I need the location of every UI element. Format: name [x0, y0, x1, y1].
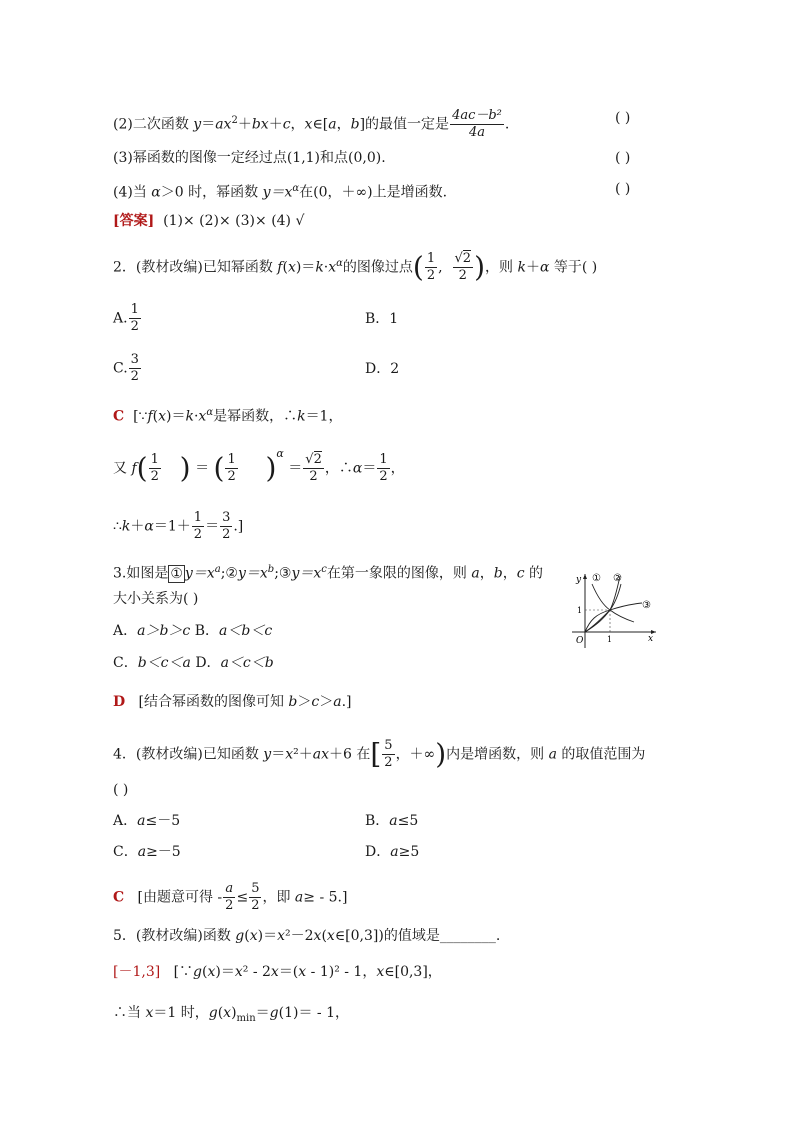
text: ( — [152, 408, 159, 425]
text: a — [137, 813, 146, 829]
text: ＋ — [237, 116, 252, 133]
text: 内是增函数，则 — [446, 746, 549, 763]
text: · — [193, 408, 199, 425]
fraction — [223, 881, 235, 914]
text: [∵ — [133, 408, 148, 425]
text: k — [297, 408, 306, 425]
answer-label: [答案] — [113, 213, 155, 229]
text: ＝ — [271, 746, 286, 763]
text: (1)＝ - 1， — [278, 1005, 349, 1021]
denominator: 2 — [458, 268, 467, 283]
numerator: 5 — [384, 738, 393, 753]
text: )＝ — [295, 259, 316, 276]
text: c — [282, 116, 291, 133]
q4-option-d — [365, 841, 419, 861]
text: ≥5 — [398, 844, 420, 860]
text: ， — [479, 565, 494, 582]
left-paren: ( — [136, 451, 148, 485]
text: ＝ — [362, 460, 377, 477]
curve-2-label: ② — [613, 573, 622, 584]
q4-stem — [113, 738, 645, 771]
sqrt-sign: √ — [305, 452, 314, 467]
text: ，＋∞ — [395, 746, 436, 763]
q4-option-c — [113, 841, 181, 861]
text: ≥－5 — [146, 844, 181, 860]
q2-solution-1 — [113, 403, 342, 427]
text: ＝ — [195, 460, 210, 477]
denominator: 2 — [426, 268, 436, 283]
option-label: C． — [113, 655, 138, 671]
q4-option-b — [365, 810, 418, 830]
fraction — [249, 881, 261, 914]
text: x — [207, 964, 216, 980]
denominator: 2 — [379, 469, 388, 484]
fraction — [377, 452, 389, 485]
fraction — [450, 108, 504, 141]
q2-solution-3 — [113, 510, 243, 543]
text: ≤ — [236, 889, 249, 906]
fraction — [129, 352, 141, 385]
option-label: C． — [113, 844, 138, 860]
power-function-graph — [568, 568, 660, 652]
option-d: a＜c＜b — [220, 655, 274, 671]
text: α — [352, 460, 363, 477]
text: ＝1， — [305, 408, 343, 425]
text: a — [390, 844, 399, 860]
q2-option-d: D．2 — [365, 361, 400, 377]
q1-item2: (2)二次函数 $y=ax^2+bx+c$，x∈[a，b]的最值一定是 $\frac{\text{4ac－b²}}{4a}$ . — [113, 108, 510, 140]
text: ∴ — [113, 518, 122, 535]
text: ;② — [220, 565, 238, 582]
text: ∈[0,3]， — [384, 964, 442, 980]
left-paren: ( — [213, 451, 225, 485]
text: ＝1＋ — [153, 518, 191, 535]
text: . — [504, 116, 510, 133]
numerator: 5 — [251, 881, 260, 896]
text: ＋6 在 — [328, 746, 371, 763]
fraction — [303, 452, 324, 485]
text: ≤5 — [397, 813, 419, 829]
text: a — [328, 116, 337, 133]
text: x — [270, 964, 279, 980]
text: f — [277, 259, 283, 276]
text: x — [198, 408, 207, 425]
option-label: C. — [113, 360, 128, 377]
text: a — [294, 889, 304, 906]
text: · — [323, 259, 329, 276]
text: a — [137, 844, 147, 860]
q2-option-c — [113, 352, 142, 385]
text: x — [376, 964, 385, 980]
fraction — [453, 251, 474, 284]
text: ∈[ — [312, 116, 329, 133]
text: a — [214, 564, 221, 575]
text: ax — [215, 116, 232, 133]
denominator: 2 — [193, 527, 203, 542]
text: g — [269, 1005, 279, 1021]
text: 的图像过点 — [342, 259, 413, 276]
text: ，即 — [262, 889, 295, 906]
text: α — [144, 518, 154, 535]
text: x — [304, 116, 313, 133]
text: ∴当 — [113, 1005, 146, 1021]
denominator: 2 — [130, 319, 139, 334]
left-bracket: [ — [370, 737, 382, 771]
text: )＝ — [215, 964, 235, 980]
text: 5．(教材改编)函数 — [113, 928, 236, 944]
option-label: A． — [113, 813, 138, 829]
text: [结合幂函数的图像可知 — [138, 694, 289, 710]
text: ， — [502, 565, 517, 582]
text: ＝( — [278, 964, 299, 980]
q4-stem-2: ( ) — [113, 782, 129, 798]
q5-solution-1 — [113, 962, 442, 982]
text: ]的最值一定是 — [359, 116, 450, 133]
text: c — [311, 694, 320, 710]
text: x — [285, 746, 294, 763]
text: ＞0 时，幂函数 — [160, 184, 263, 201]
right-paren: ) — [179, 451, 191, 485]
fraction — [425, 251, 437, 284]
y-axis-label: y — [576, 575, 582, 585]
text: ( — [217, 1005, 224, 1021]
q3-solution — [113, 692, 352, 712]
text: x — [313, 928, 322, 944]
fraction — [192, 510, 204, 543]
left-paren: ( — [412, 250, 424, 284]
denominator: 2 — [384, 755, 393, 770]
text: x — [287, 259, 296, 276]
text: c — [321, 564, 327, 575]
numerator: 2 — [462, 251, 472, 266]
answer-text: (1)× (2)× (3)× (4) √ — [163, 213, 305, 229]
answer-value: [－1,3] — [113, 964, 161, 980]
text: x — [277, 928, 285, 944]
text: )＝ — [257, 928, 278, 944]
circled-one: ① — [170, 565, 183, 582]
text: x — [249, 928, 258, 944]
text: ，∴ — [324, 460, 353, 477]
answer-letter: D — [113, 694, 126, 710]
denominator: 4a — [468, 125, 485, 140]
denominator: 2 — [130, 369, 139, 384]
numerator: 1 — [426, 251, 436, 266]
text: x — [145, 1005, 154, 1021]
text: ， — [336, 116, 351, 133]
q2-solution-2: 又 f( $\frac{1}{2}$ ) ＝ ( $\frac{1}{2}$ )$^\alpha$ ＝ $\frac{√2}{2}$ ，∴α＝ $\frac{1}{2}$ ， — [113, 446, 405, 485]
answer-paren: ( ) — [615, 110, 631, 126]
text: ( — [202, 964, 208, 980]
text: x — [298, 964, 307, 980]
text: ( — [321, 928, 327, 944]
q2-option-b: B．1 — [365, 311, 399, 327]
denominator: 2 — [227, 469, 236, 484]
fraction — [225, 452, 237, 485]
numerator: 1 — [227, 452, 236, 467]
option-c: b＜c＜a — [137, 655, 191, 671]
text: ≤－5 — [145, 813, 181, 829]
text: 在(0，＋∞)上是增函数. — [299, 184, 448, 201]
text: x — [234, 964, 243, 980]
text: ＋ — [525, 259, 540, 276]
text: ＝ — [201, 116, 216, 133]
q5-solution-2 — [113, 1003, 349, 1029]
x-axis-label: x — [648, 634, 654, 644]
option-label: D． — [365, 844, 391, 860]
text: 在第一象限的图像，则 — [326, 565, 472, 582]
q3-stem — [113, 560, 543, 584]
text: )＝ — [166, 408, 186, 425]
subscript: min — [236, 1012, 256, 1024]
text: ＋ — [268, 116, 283, 133]
text: ＝ — [205, 518, 220, 535]
text: x — [328, 259, 337, 276]
origin-label: O — [576, 636, 584, 646]
option-label: A. — [113, 310, 128, 327]
q2-stem: 2．(教材改编)已知幂函数 $f(x)=k\cdot x^\alpha$的图像过点( $\frac{1}{2}$ , $\frac{√2}{2}$ )，则 k＋α 等于( ) — [113, 250, 598, 284]
text: y — [193, 116, 202, 133]
text: x — [326, 928, 335, 944]
text: c — [516, 565, 525, 582]
text: ≥ - 5.] — [303, 889, 348, 906]
numerator: 1 — [130, 302, 139, 317]
fraction — [149, 452, 161, 485]
text: 又 — [113, 460, 132, 477]
option-label: D． — [190, 655, 221, 671]
q2-option-a — [113, 302, 142, 335]
text: (2)二次函数 — [113, 116, 194, 133]
text: ＝ — [255, 1005, 270, 1021]
denominator: 2 — [150, 469, 159, 484]
text: ，则 — [485, 259, 518, 276]
text: b — [267, 564, 275, 575]
text: ) — [231, 1005, 237, 1021]
text: (4)当 — [113, 184, 152, 201]
text: ( — [244, 928, 250, 944]
numerator: a — [225, 881, 234, 896]
numerator: 3 — [130, 352, 139, 367]
curve-3-label: ③ — [642, 600, 651, 611]
curve-1-label: ① — [592, 573, 601, 584]
text: - 1)² - 1， — [306, 964, 377, 980]
q4-option-a — [113, 810, 180, 830]
numerator: 3 — [222, 510, 231, 525]
text: bx — [251, 116, 269, 133]
fraction — [129, 302, 141, 335]
option-b: a＜b＜c — [219, 623, 273, 639]
answer-paren: ( ) — [615, 181, 631, 197]
q1-item3: (3)幂函数的图像一定经过点(1,1)和点(0,0). — [113, 150, 386, 166]
fraction — [220, 510, 232, 543]
text: x — [223, 1005, 232, 1021]
option-label: B． — [190, 623, 220, 639]
text: α — [276, 446, 284, 460]
text: k — [315, 259, 324, 276]
text: a — [333, 694, 342, 710]
text: k — [121, 518, 131, 535]
text: ＞ — [319, 694, 334, 710]
text: 4．(教材改编)已知函数 — [113, 746, 264, 763]
q3-options-ab — [113, 621, 272, 641]
text: α — [539, 259, 550, 276]
answer-letter: C — [113, 889, 125, 906]
text: [由题意可得 - — [137, 889, 223, 906]
q4-solution — [113, 881, 347, 914]
text: ² - 2 — [242, 964, 271, 980]
text: ∈[0,3])的值域是________. — [334, 928, 501, 944]
text: y — [263, 746, 272, 763]
text: f — [147, 408, 153, 425]
text: α — [336, 257, 343, 269]
denominator: 2 — [309, 469, 318, 484]
text: 的取值范围为 — [556, 746, 646, 763]
text: y＝x — [291, 565, 322, 582]
text: g — [208, 1005, 218, 1021]
text: y＝x — [262, 184, 293, 201]
text: ²－2 — [285, 928, 314, 944]
text: .] — [341, 694, 352, 710]
text: 2．(教材改编)已知幂函数 — [113, 259, 278, 276]
answer-letter: C — [113, 408, 125, 425]
q1-item4 — [113, 179, 447, 203]
right-paren: ) — [265, 451, 277, 485]
curve-3 — [585, 603, 642, 632]
numerator: 4ac－b² — [452, 108, 502, 123]
text: b — [288, 694, 298, 710]
text: y＝x — [184, 565, 215, 582]
text: 3.如图是 — [113, 565, 169, 582]
text: ax — [312, 746, 329, 763]
q5-stem — [113, 926, 500, 946]
text: g — [193, 964, 202, 980]
text: f — [131, 460, 137, 477]
text: α — [292, 183, 300, 194]
numerator: 2 — [313, 452, 322, 467]
text: ;③ — [274, 565, 292, 582]
right-paren: ) — [474, 250, 486, 284]
y-axis-arrow — [583, 574, 587, 579]
text: ( — [282, 259, 288, 276]
denominator: 2 — [225, 898, 234, 913]
text: ＝1 时， — [153, 1005, 209, 1021]
text: 的 — [524, 565, 543, 582]
fraction — [382, 738, 394, 771]
text: b — [493, 565, 503, 582]
text: ²＋ — [293, 746, 313, 763]
text: a — [548, 746, 557, 763]
text: a — [389, 813, 398, 829]
x-one-label: 1 — [607, 635, 613, 644]
text: 是幂函数，∴ — [213, 408, 298, 425]
text: x — [158, 408, 166, 425]
right-paren: ) — [435, 737, 447, 771]
text: ＋ — [130, 518, 145, 535]
sqrt-sign: √ — [454, 251, 463, 266]
text: α — [206, 407, 214, 418]
option-label: A． — [113, 623, 138, 639]
q3-options-cd — [113, 653, 274, 673]
numerator: 1 — [193, 510, 203, 525]
text: y＝x — [237, 565, 268, 582]
q3-stem-2: 大小关系为( ) — [113, 591, 199, 607]
text: k — [517, 259, 526, 276]
text: α — [151, 184, 161, 201]
text: a — [471, 565, 480, 582]
curve-1 — [585, 576, 620, 632]
text: b — [350, 116, 360, 133]
text: ， — [290, 116, 305, 133]
numerator: 1 — [150, 452, 159, 467]
q1-answer — [113, 211, 304, 231]
text: k — [185, 408, 194, 425]
text: ＝ — [288, 460, 303, 477]
denominator: 2 — [222, 527, 231, 542]
answer-paren: ( ) — [615, 150, 631, 166]
text: [∵ — [173, 964, 194, 980]
numerator: 1 — [379, 452, 388, 467]
text: g — [235, 928, 245, 944]
denominator: 2 — [251, 898, 260, 913]
text: ＞ — [297, 694, 312, 710]
text: 等于( ) — [549, 259, 598, 276]
option-a: a＞b＞c — [137, 623, 191, 639]
text: .] — [233, 518, 244, 535]
y-one-label: 1 — [577, 606, 583, 615]
option-label: B． — [365, 813, 390, 829]
